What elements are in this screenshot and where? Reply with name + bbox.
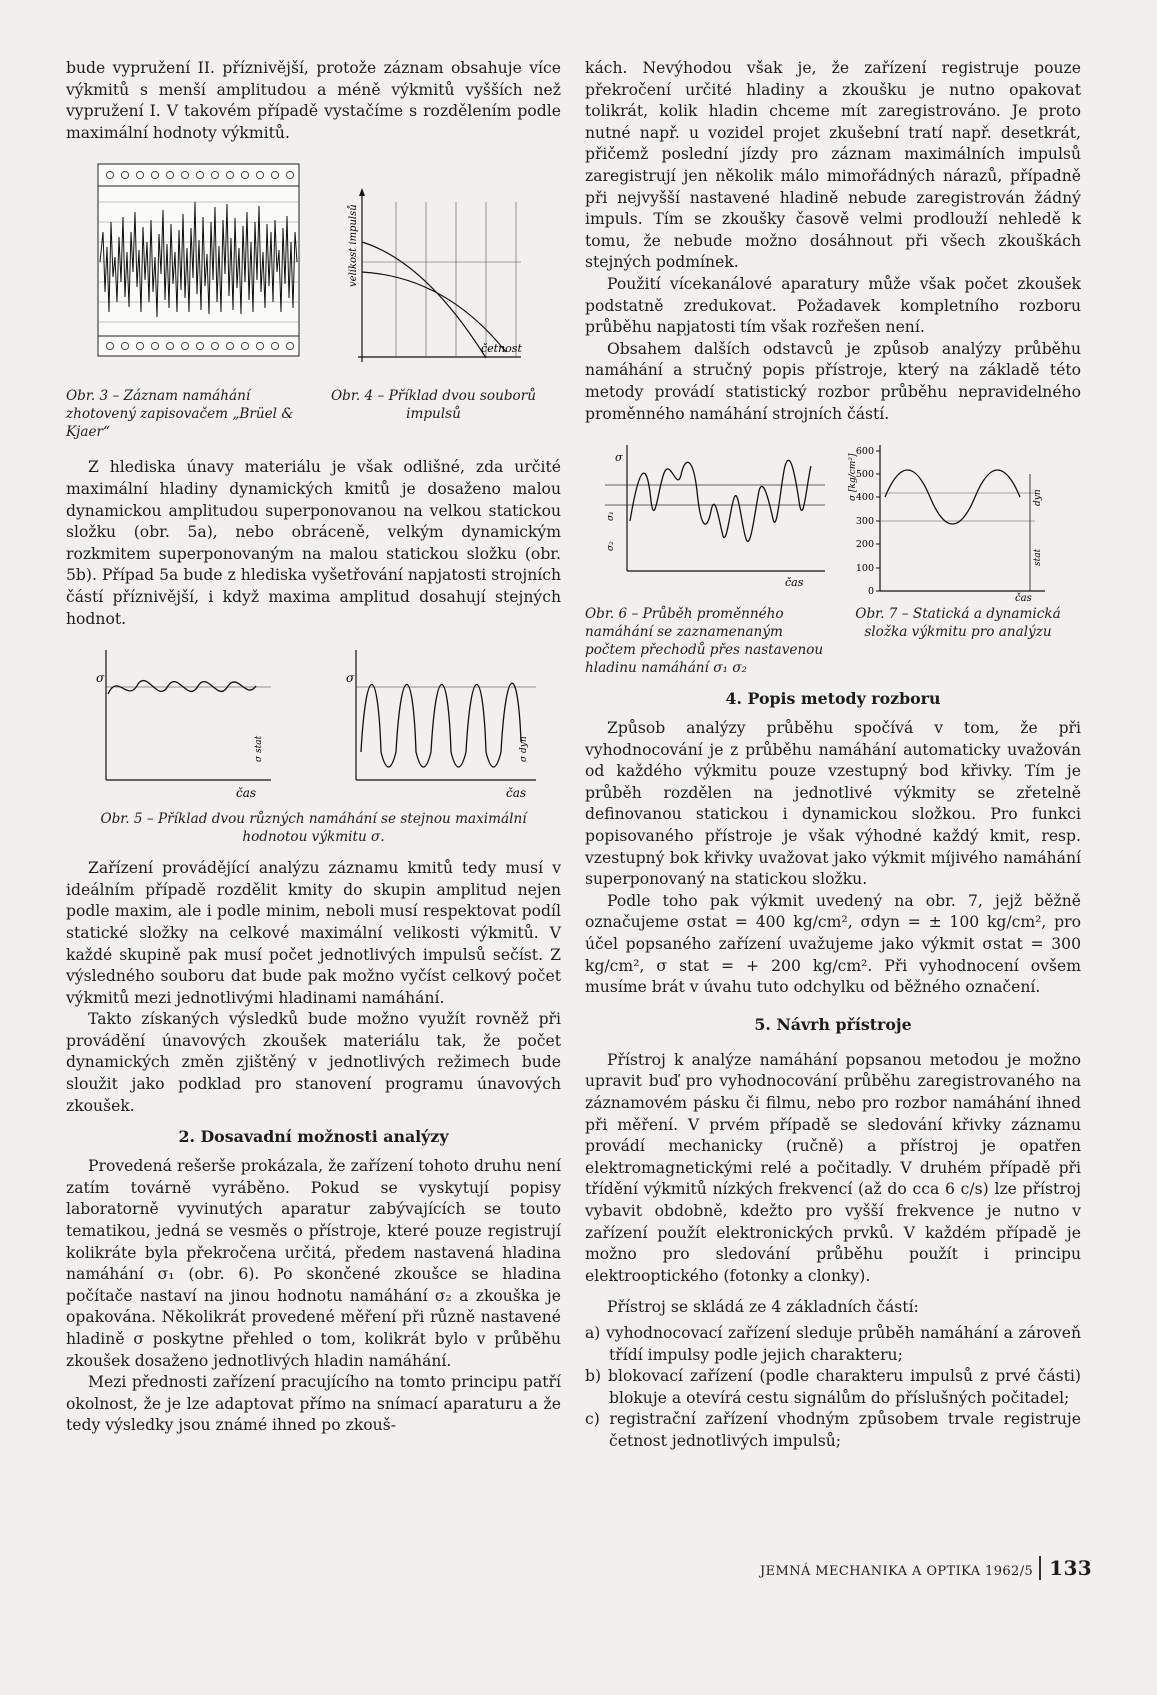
fig7-tick-600: 600 <box>855 446 874 458</box>
parts-list <box>585 1323 1081 1453</box>
figures-6-7 <box>585 441 1081 601</box>
fig7-tick-500: 500 <box>855 469 874 481</box>
paragraph-pristroj: Přístroj k analýze namáhání popsanou metodou je možno upravit buď pro vyhodnocování průběhu zaregistrovaného na záznamovém pásku či filmu, nebo pro rozbor namáhání ihned při měření. V prvém případě se sledování křivky záznamu provádí mechanicky (ručně) a přístroj je opatřen elektromagnetickými relé a počitadly. V druhém případě při třídění výkmitů nízkých frekvencí (až do cca 6 c/s) lze přístroj vybavit obdobně, kdežto pro vyšší frekvence je nutno v zařízení použít elektronických prvků. V každém případě je možno pro sledování průběhu použít i principu elektrooptického (fotonky a clonky). <box>585 1050 1081 1285</box>
list-item: a) vyhodnocovací zařízení sleduje průběh namáhání a zároveň třídí impulsy podle jejich charakteru; <box>585 1323 1081 1364</box>
fig4-caption: Obr. 4 – Příklad dvou souborů impulsů <box>331 388 536 423</box>
fig5a-stat: σ stat <box>254 735 264 763</box>
fig5a-cas: čas <box>236 786 257 801</box>
paragraph-takto: Takto získaných výsledků bude možno využít rovněž při provádění únavových zkoušek materiálu tak, že počet dynamických změn zjištěný v jednotlivých režimech bude sloužit jako podklad pro stanovení programu únavových zkoušek. <box>66 1010 561 1115</box>
fig5b-dyn: σ dyn <box>519 736 529 763</box>
fig4-xlabel: četnost <box>481 342 522 356</box>
fig7-tick-300: 300 <box>855 516 874 528</box>
paragraph-pouziti: Použití vícekanálové aparatury může však počet zkoušek podstatně zredukovat. Požadavek kompletního rozboru průběhu napjatosti tím však rozřešen není. <box>585 274 1081 337</box>
paragraph-mezi: Mezi přednosti zařízení pracujícího na tomto principu patří okolnost, že je lze adaptovat přímo na snímací aparaturu a že tedy výsledky jsou známé ihned po zkouš- <box>66 1373 561 1435</box>
paragraph-intro: bude vypružení II. příznivější, protože záznam obsahuje více výkmitů s menší amplitudou a méně výkmitů vyšších než vypružení I. V takovém případě vystačíme s rozdělením podle maximální hodnoty výkmitů. <box>66 59 561 142</box>
fig3-caption: Obr. 3 – Záznam namáhání zhotovený zapisovačem „Brüel & Kjaer“ <box>66 388 294 441</box>
fig5a-sigma: σ <box>96 671 105 686</box>
list-item: b) blokovací zařízení (podle charakteru impulsů z prvé části) blokuje a otevírá cestu signálům do příslušných počitadel; <box>585 1367 1081 1407</box>
fig4-plot <box>347 188 522 362</box>
fig5b-sigma: σ <box>346 671 355 686</box>
fig7-cas: čas <box>1015 593 1032 602</box>
figures-3-4 <box>66 162 561 377</box>
page-number: 133 <box>1039 1556 1092 1580</box>
page-footer <box>760 1556 1092 1580</box>
fig6 <box>605 445 825 589</box>
paragraph-obsahem: Obsahem dalších odstavců je způsob analýzy průběhu namáhání a stručný popis přístroje, který na základě této metody provádí statistický rozbor průběhu nepravidelného proměnného namáhání strojních částí. <box>585 339 1081 423</box>
paragraph-zarizeni: Zařízení provádějící analýzu záznamu kmitů tedy musí v ideálním případě rozdělit kmity do skupin amplitud nejen podle maxim, ale i podle minim, neboli musí respektovat podíl statické složky na celkové maximální velikosti výkmitů. V každé skupině pak musí počet jednotlivých impulsů sečíst. Z výsledného souboru dat bude pak možno vyčíst celkový počet výkmitů mezi jednotlivými hladinami namáhání. <box>66 859 561 1007</box>
captions-6-7 <box>585 605 1081 677</box>
fig6-caption: Obr. 6 – Průběh proměnného namáhání se zaznamenaným počtem přechodů přes nastavenou hladinu namáhání σ₁ σ₂ <box>585 606 824 677</box>
fig7-stat: stat <box>1033 548 1043 567</box>
fig7-unit: σ [kg/cm²] <box>848 453 858 502</box>
fig7-tick-400: 400 <box>855 492 874 504</box>
left-column <box>66 58 561 1437</box>
heading-section-2: 2. Dosavadní možnosti analýzy <box>178 1127 449 1147</box>
paragraph-reserse: Provedená rešerše prokázala, že zařízení tohoto druhu není zatím továrně vyráběno. Pokud se vyskytují popisy laboratorně vyvinutých aparatur zabývajících se touto tematikou, jedná se vesměs o přístroje, které pouze registrují kolikráte byla překročena určitá, předem nastavená hladina namáhání σ₁ (obr. 6). Po skončené zkoušce se hladina počítače nastaví na jinou hodnotu namáhání σ₂ a zkouška je opakována. Několikrát provedené měření při různě nastavené hladině σ poskytne přehled o tom, kolikrát bylo v průběhu zkoušek dosaženo jednotlivých hladin namáhání. <box>66 1157 561 1370</box>
fig5-caption: Obr. 5 – Příklad dvou různých namáhání se stejnou maximální hodnotou výkmitu σ. <box>100 811 527 846</box>
fig4-ylabel: velikost impulsů <box>348 204 359 288</box>
heading-section-5: 5. Návrh přístroje <box>754 1014 912 1034</box>
fig7-tick-200: 200 <box>855 539 874 551</box>
captions-3-4 <box>66 387 561 441</box>
fig5a <box>96 650 271 800</box>
fig6-s2: σ₂ <box>606 541 616 552</box>
fig7-dyn: dyn <box>1033 489 1043 507</box>
paragraph-continuation: kách. Nevýhodou však je, že zařízení registruje pouze překročení určité hladiny a zkoušku je nutno opakovat tolikrát, kolik hladin chceme mít zaregistrováno. Je proto nutné např. u vozidel projet zkušební tratí např. desetkrát, přičemž poslední jízdy pro záznam maximálních impulsů zaregistrují jen několik málo mimořádných nárazů, případně při nejvyšší nastavené hladině nebude zaregistrován žádný impuls. Tím se zkoušky časově velmi prodlouží nehledě k tomu, že nebude možno dosáhnout při všech zkouškách stejných podmínek. <box>585 59 1081 272</box>
fig7-tick-100: 100 <box>855 563 874 575</box>
paragraph-sklada: Přístroj se skládá ze 4 základních částí: <box>607 1298 919 1317</box>
heading-section-4: 4. Popis metody rozboru <box>725 689 941 709</box>
fig6-sigma: σ <box>615 451 623 465</box>
fig3-record <box>98 164 522 362</box>
fig6-cas: čas <box>785 576 804 590</box>
paragraph-zpusob: Způsob analýzy průběhu spočívá v tom, že při vyhodnocování je z průběhu namáhání automaticky uvažován od každého výkmitu pouze vzestupný bod křivky. Tím je průběh rozdělen na jednotlivé výkmity se zřetelně definovanou statickou i dynamickou složkou. Pro funkci popisovaného přístroje je však výhodné každý kmit, resp. vzestupný bok křivky uvažovat jako výkmit míjivého namáhání superponovaný na statickou složku. <box>585 719 1081 889</box>
fig7-caption: Obr. 7 – Statická a dynamická složka výkmitu pro analýzu <box>855 606 1061 641</box>
figure-5 <box>66 642 561 802</box>
paragraph-podle: Podle toho pak výkmit uvedený na obr. 7, jejž běžně označujeme σstat = 400 kg/cm², σdyn = ± 100 kg/cm², pro účel popsaného zařízení uvažujeme jako výkmit σstat = 300 kg/cm², σ stat = + 200 kg/cm². Při vyhodnocení ovšem musíme brát v úvahu tuto odchylku od běžného označení. <box>585 891 1081 997</box>
list-item: c) registrační zařízení vhodným způsobem trvale registruje četnost jednotlivých impulsů; <box>585 1410 1081 1450</box>
fig5b <box>346 650 536 800</box>
fig7 <box>848 445 1045 601</box>
journal-name: JEMNÁ MECHANIKA A OPTIKA 1962/5 <box>760 1564 1034 1579</box>
paragraph-unava: Z hlediska únavy materiálu je však odlišné, zda určité maximální hladiny dynamických kmitů je dosaženo malou dynamickou amplitudou superponovanou na velkou statickou složku (obr. 5a), nebo obráceně, velkým dynamickým rozkmitem superponovaným na malou statickou složku (obr. 5b). Případ 5a bude z hlediska vyšetřování napjatosti strojních částí příznivější, i když maxima amplitud dosahují stejných hodnot. <box>66 458 561 628</box>
fig5b-cas: čas <box>506 786 527 801</box>
right-column <box>585 58 1081 1453</box>
fig6-s1: σ₁ <box>606 511 616 522</box>
fig7-tick-0: 0 <box>867 586 874 598</box>
